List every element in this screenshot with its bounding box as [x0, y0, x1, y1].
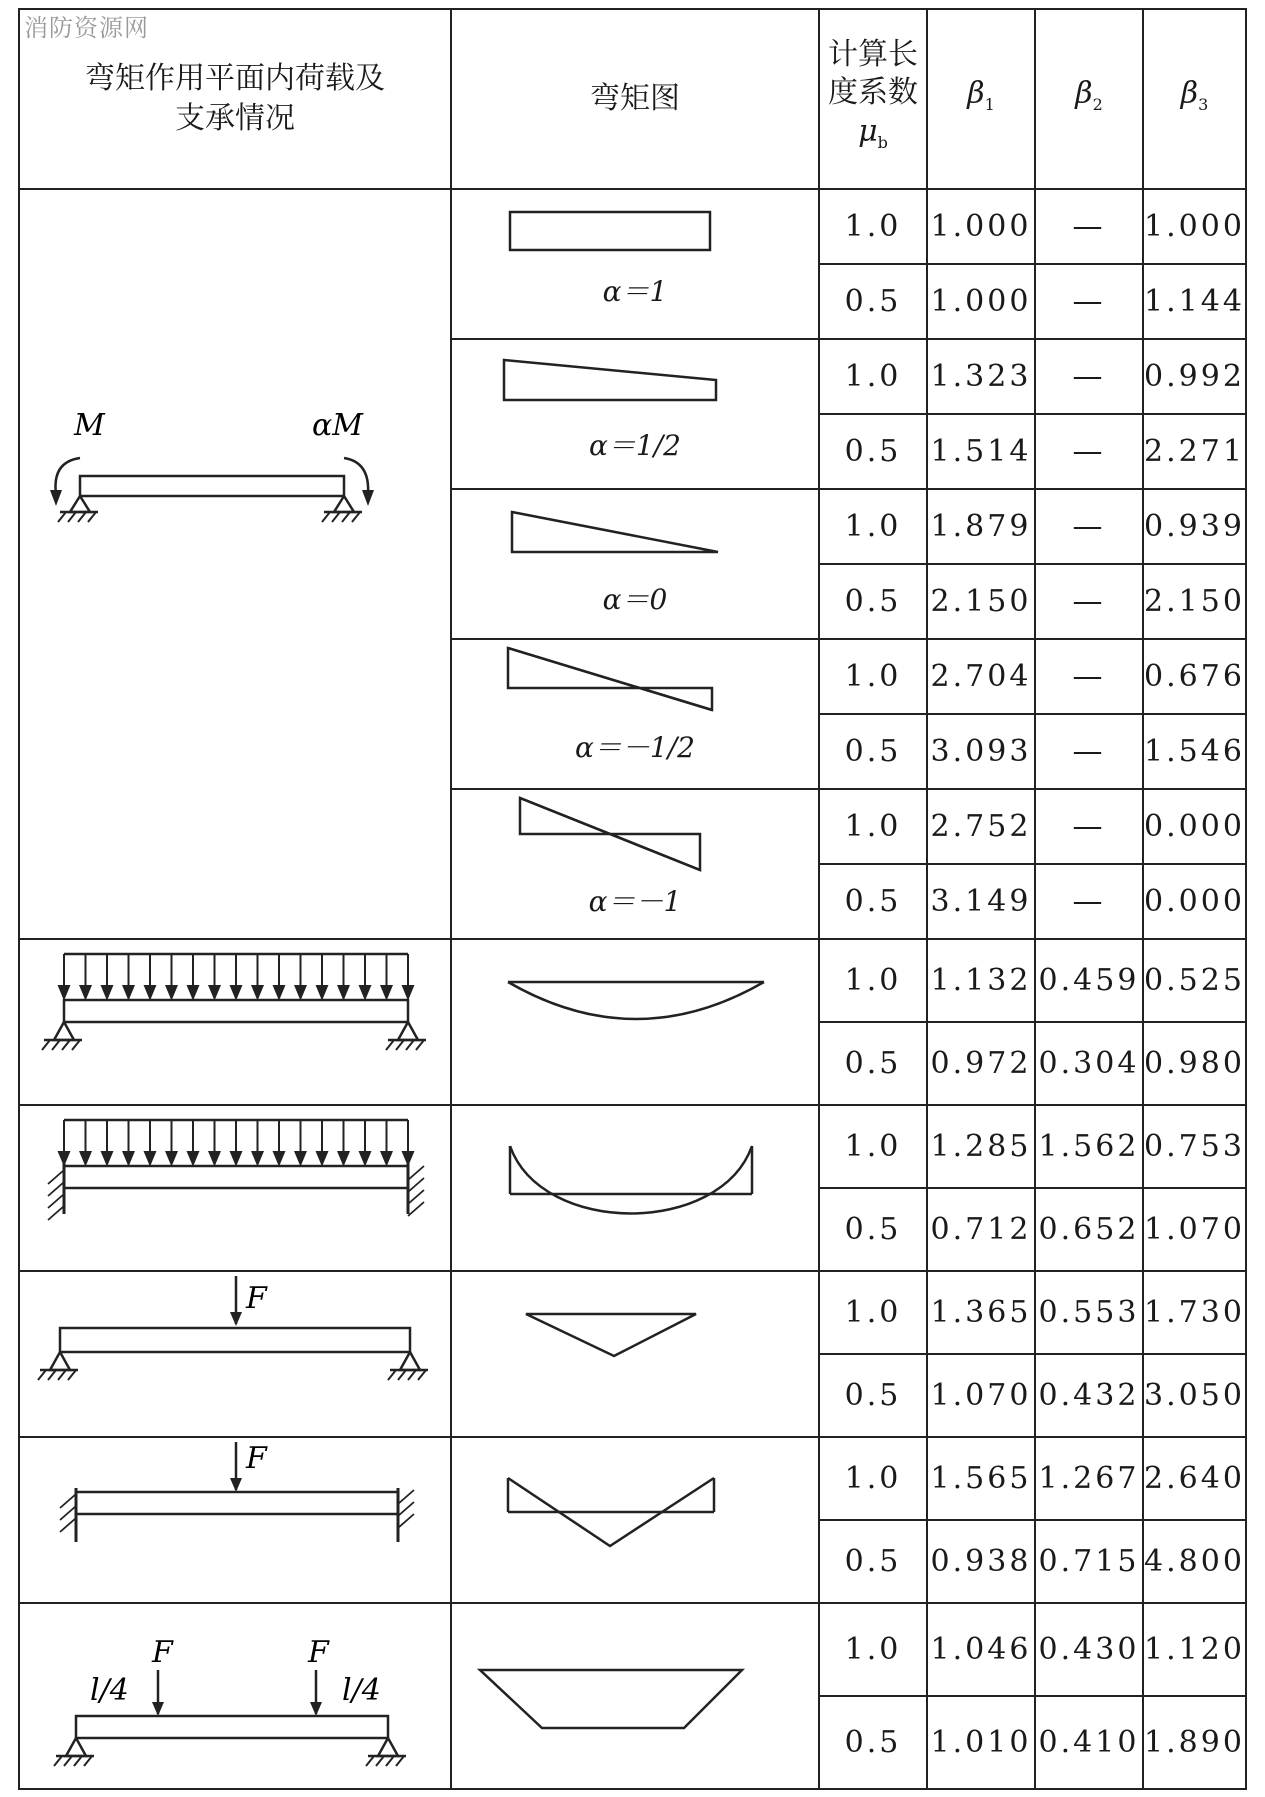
mu-cell: 0.5 — [819, 564, 927, 639]
beta3-cell: 1.730 — [1143, 1271, 1246, 1354]
moment-diagram-triangle — [451, 1271, 819, 1437]
beta1-cell: 0.712 — [927, 1188, 1035, 1271]
table-row — [19, 1437, 1246, 1520]
beta2-cell: — — [1035, 714, 1143, 789]
header-beta3: $\beta_3$ — [1143, 9, 1246, 189]
diagram-label: α＝－1/2 — [575, 731, 695, 764]
moment-diagram-alpha-0 — [451, 489, 819, 639]
beta2-cell: — — [1035, 414, 1143, 489]
diagram-label: α＝1 — [602, 275, 668, 308]
beta2-cell: — — [1035, 564, 1143, 639]
mu-cell: 0.5 — [819, 714, 927, 789]
beta1-cell: 2.752 — [927, 789, 1035, 864]
force-label-left: F — [152, 1635, 173, 1670]
beta1-cell: 1.565 — [927, 1437, 1035, 1520]
mu-cell: 1.0 — [819, 1603, 927, 1696]
mu-cell: 1.0 — [819, 489, 927, 564]
load-case-point-fixed — [19, 1437, 451, 1603]
moment-diagram-alpha-neg-half — [451, 639, 819, 789]
beta1-cell: 2.704 — [927, 639, 1035, 714]
force-label: F — [246, 1441, 267, 1476]
beta3-cell: 1.070 — [1143, 1188, 1246, 1271]
beta2-cell: — — [1035, 864, 1143, 939]
header-moment-diagram: 弯矩图 — [451, 9, 819, 189]
mu-cell: 1.0 — [819, 639, 927, 714]
header-beta1: $\beta_1$ — [927, 9, 1035, 189]
mu-cell: 1.0 — [819, 939, 927, 1022]
diagram-label: α＝1/2 — [589, 429, 681, 462]
beta3-cell: 0.980 — [1143, 1022, 1246, 1105]
beta1-cell: 3.093 — [927, 714, 1035, 789]
beta1-cell: 1.365 — [927, 1271, 1035, 1354]
beta2-cell: — — [1035, 189, 1143, 264]
moment-diagram-fixed-triangle — [451, 1437, 819, 1603]
load-case-point-simple — [19, 1271, 451, 1437]
beta1-cell: 3.149 — [927, 864, 1035, 939]
beta1-cell: 1.132 — [927, 939, 1035, 1022]
beta3-cell: 0.000 — [1143, 789, 1246, 864]
beta3-cell: 2.640 — [1143, 1437, 1246, 1520]
table-row — [19, 939, 1246, 1022]
moment-diagram-alpha-1 — [451, 189, 819, 339]
mu-cell: 1.0 — [819, 789, 927, 864]
beta3-cell: 4.800 — [1143, 1520, 1246, 1603]
mu-cell: 0.5 — [819, 1520, 927, 1603]
beta1-cell: 1.046 — [927, 1603, 1035, 1696]
mu-cell: 1.0 — [819, 339, 927, 414]
beta1-cell: 1.323 — [927, 339, 1035, 414]
beta1-cell: 1.285 — [927, 1105, 1035, 1188]
beta3-cell: 1.144 — [1143, 264, 1246, 339]
watermark: 消防资源网 — [24, 14, 149, 42]
beta3-cell: 1.000 — [1143, 189, 1246, 264]
beta3-cell: 1.120 — [1143, 1603, 1246, 1696]
beta3-cell: 0.992 — [1143, 339, 1246, 414]
beta2-cell: 0.410 — [1035, 1696, 1143, 1789]
beta3-cell: 1.546 — [1143, 714, 1246, 789]
mu-cell: 1.0 — [819, 1271, 927, 1354]
beta1-cell: 1.514 — [927, 414, 1035, 489]
quarter-label-right: l/4 — [342, 1673, 381, 1708]
beta1-cell: 0.972 — [927, 1022, 1035, 1105]
beta2-cell: — — [1035, 264, 1143, 339]
header-mu-b: 计算长度系数 $\mu_b$ — [819, 9, 927, 189]
moment-label-right: αM — [312, 408, 363, 443]
table-row — [19, 1271, 1246, 1354]
beta3-cell: 2.150 — [1143, 564, 1246, 639]
table-row — [19, 1105, 1246, 1188]
moment-diagram-alpha-neg-1 — [451, 789, 819, 939]
mu-cell: 0.5 — [819, 1022, 927, 1105]
beta3-cell: 0.676 — [1143, 639, 1246, 714]
moment-diagram-parabola — [451, 939, 819, 1105]
beta3-cell: 2.271 — [1143, 414, 1246, 489]
pin-support-left — [58, 496, 98, 522]
mu-cell: 0.5 — [819, 864, 927, 939]
mu-cell: 0.5 — [819, 1354, 927, 1437]
mu-cell: 0.5 — [819, 1188, 927, 1271]
beta2-cell: 0.553 — [1035, 1271, 1143, 1354]
beta1-cell: 1.879 — [927, 489, 1035, 564]
mu-cell: 1.0 — [819, 189, 927, 264]
beta2-cell: 1.267 — [1035, 1437, 1143, 1520]
beta2-cell: 0.715 — [1035, 1520, 1143, 1603]
force-label-right: F — [308, 1635, 329, 1670]
mu-b-symbol: $\mu_b$ — [858, 113, 888, 152]
header-beta2: $\beta_2$ — [1035, 9, 1143, 189]
coefficient-table — [18, 8, 1247, 1790]
table-row — [19, 189, 1246, 264]
diagram-label: α＝－1 — [588, 885, 682, 918]
mu-cell: 1.0 — [819, 1437, 927, 1520]
pin-support-right — [322, 496, 362, 522]
moment-diagram-fixed-parabola — [451, 1105, 819, 1271]
mu-cell: 1.0 — [819, 1105, 927, 1188]
table-row — [19, 1603, 1246, 1696]
beta1-cell: 1.000 — [927, 264, 1035, 339]
quarter-label-left: l/4 — [90, 1673, 129, 1708]
load-case-two-point — [19, 1603, 451, 1789]
beta2-cell: 0.430 — [1035, 1603, 1143, 1696]
moment-diagram-trapezoid — [451, 1603, 819, 1789]
beta3-cell: 0.525 — [1143, 939, 1246, 1022]
mu-cell: 0.5 — [819, 414, 927, 489]
mu-cell: 0.5 — [819, 264, 927, 339]
beta1-cell: 1.010 — [927, 1696, 1035, 1789]
beta2-cell: 1.562 — [1035, 1105, 1143, 1188]
header-load-case: 弯矩作用平面内荷载及支承情况 — [19, 9, 451, 189]
beta2-cell: — — [1035, 639, 1143, 714]
beta3-cell: 0.000 — [1143, 864, 1246, 939]
moment-label-left: M — [74, 408, 105, 443]
beta2-cell: 0.652 — [1035, 1188, 1143, 1271]
beta3-cell: 3.050 — [1143, 1354, 1246, 1437]
diagram-label: α＝0 — [602, 583, 668, 616]
beta2-cell: 0.432 — [1035, 1354, 1143, 1437]
beta3-cell: 0.939 — [1143, 489, 1246, 564]
header-row — [19, 9, 1246, 189]
beta1-cell: 1.070 — [927, 1354, 1035, 1437]
beta1-cell: 1.000 — [927, 189, 1035, 264]
load-case-uniform-fixed — [19, 1105, 451, 1271]
beta3-cell: 1.890 — [1143, 1696, 1246, 1789]
load-case-end-moments — [19, 189, 451, 939]
mu-cell: 0.5 — [819, 1696, 927, 1789]
beta2-cell: — — [1035, 489, 1143, 564]
load-case-uniform-simple — [19, 939, 451, 1105]
beta2-cell: — — [1035, 789, 1143, 864]
beta2-cell: 0.459 — [1035, 939, 1143, 1022]
beta2-cell: 0.304 — [1035, 1022, 1143, 1105]
beta3-cell: 0.753 — [1143, 1105, 1246, 1188]
beta2-cell: — — [1035, 339, 1143, 414]
moment-diagram-alpha-half — [451, 339, 819, 489]
beta1-cell: 0.938 — [927, 1520, 1035, 1603]
beta1-cell: 2.150 — [927, 564, 1035, 639]
force-label: F — [246, 1281, 267, 1316]
